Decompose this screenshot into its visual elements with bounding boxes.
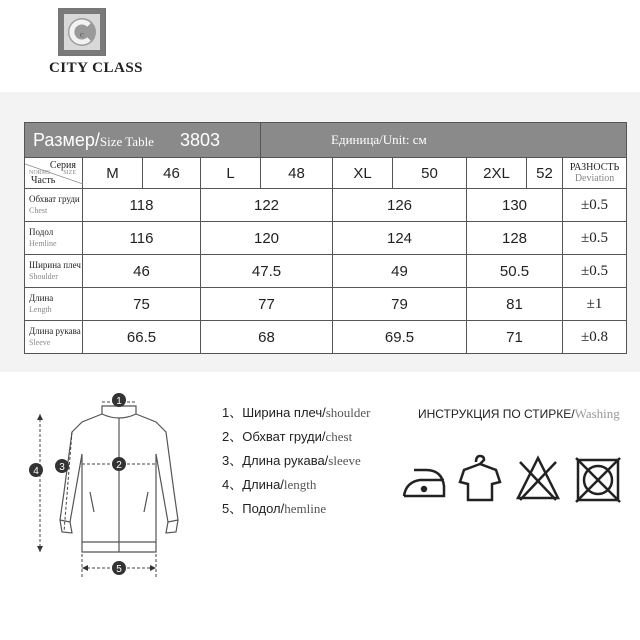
marker-3: [55, 459, 69, 473]
legend-item: 1、Ширина плеч/shoulder: [222, 405, 371, 420]
corner-part: Часть: [31, 175, 56, 186]
size-number: 52: [527, 158, 563, 189]
cell-deviation: ±0.5: [563, 222, 627, 255]
cell-value: 50.5: [467, 255, 563, 288]
size-letter: XL: [333, 158, 393, 189]
measure-arrows: [37, 414, 156, 571]
unit-label: [261, 123, 627, 158]
deviation-en: Deviation: [574, 173, 615, 184]
svg-text:C: C: [79, 33, 85, 39]
row-label: Обхват груди Chest: [25, 189, 83, 222]
size-letter: 2XL: [467, 158, 527, 189]
cell-deviation: ±0.8: [563, 321, 627, 354]
table-row: [25, 222, 627, 255]
marker-1: [112, 393, 126, 407]
brand-name: CITY CLASS: [48, 60, 144, 76]
cell-deviation: ±0.5: [563, 255, 627, 288]
svg-text:3: 3: [59, 462, 65, 473]
marker-5: [112, 561, 126, 575]
legend-item: 2、Обхват груди/chest: [222, 429, 353, 444]
cell-value: 130: [467, 189, 563, 222]
cell-value: 124: [333, 222, 467, 255]
legend-item: 4、Длина/length: [222, 477, 317, 492]
cell-value: 126: [333, 189, 467, 222]
logo-c-icon: [64, 14, 100, 50]
cell-value: 75: [83, 288, 201, 321]
table-row: [25, 321, 627, 354]
marker-4: [29, 463, 43, 477]
cell-value: 69.5: [333, 321, 467, 354]
size-table: [24, 122, 627, 354]
row-label: Подол Hemline: [25, 222, 83, 255]
header: [0, 0, 640, 92]
svg-text:5: 5: [116, 564, 122, 575]
legend-item: 3、Длина рукава/sleeve: [222, 453, 361, 468]
size-number: 46: [143, 158, 201, 189]
cell-value: 46: [83, 255, 201, 288]
table-title-row: [25, 123, 627, 158]
cell-deviation: ±1: [563, 288, 627, 321]
svg-text:4: 4: [33, 466, 39, 477]
size-number: 48: [261, 158, 333, 189]
title-ru: Размер/: [33, 129, 100, 150]
table-corner: [25, 158, 83, 189]
jacket-diagram: [24, 392, 194, 592]
no-bleach-icon: [518, 458, 558, 500]
cell-value: 120: [201, 222, 333, 255]
row-label: Длина Length: [25, 288, 83, 321]
size-letter: L: [201, 158, 261, 189]
table-row: [25, 255, 627, 288]
cell-value: 68: [201, 321, 333, 354]
corner-norms: NORMS: [29, 170, 51, 176]
corner-seria: Серия: [49, 160, 76, 171]
size-header-row: [25, 158, 627, 189]
corner-diagonal: [25, 158, 83, 188]
cell-value: 118: [83, 189, 201, 222]
style-code: 3803: [179, 129, 221, 150]
row-label: Длина рукава Sleeve: [25, 321, 83, 354]
cell-value: 122: [201, 189, 333, 222]
measurement-legend: [222, 402, 371, 522]
washing-icons: [400, 452, 630, 512]
svg-text:2: 2: [116, 460, 122, 471]
cell-value: 116: [83, 222, 201, 255]
size-letter: M: [83, 158, 143, 189]
cell-value: 128: [467, 222, 563, 255]
hand-wash-hang-icon: [460, 456, 500, 500]
marker-2: [112, 457, 126, 471]
deviation-header: [563, 158, 627, 189]
washing-title-ru: ИНСТРУКЦИЯ ПО СТИРКЕ/: [418, 407, 575, 421]
cell-value: 71: [467, 321, 563, 354]
svg-text:1: 1: [116, 396, 122, 407]
legend-item: 5、Подол/hemline: [222, 501, 327, 516]
no-tumble-dry-icon: [576, 458, 620, 502]
cell-value: 77: [201, 288, 333, 321]
table-title: [25, 123, 261, 158]
iron-low-icon: [404, 470, 444, 496]
cell-value: 47.5: [201, 255, 333, 288]
table-row: [25, 189, 627, 222]
washing-title-en: Washing: [574, 406, 620, 421]
unit-ru: Единица/: [331, 132, 383, 147]
size-number: 50: [393, 158, 467, 189]
cell-value: 66.5: [83, 321, 201, 354]
washing-title: [418, 406, 620, 422]
cell-value: 81: [467, 288, 563, 321]
corner-size: SIZE: [63, 170, 76, 176]
cell-value: 49: [333, 255, 467, 288]
table-row: [25, 288, 627, 321]
deviation-ru: РАЗНОСТЬ: [569, 162, 620, 173]
brand-logo: [58, 8, 106, 56]
unit-en: Unit: см: [382, 132, 427, 147]
cell-value: 79: [333, 288, 467, 321]
cell-deviation: ±0.5: [563, 189, 627, 222]
row-label: Ширина плеч Shoulder: [25, 255, 83, 288]
title-en: Size Table: [99, 133, 154, 149]
